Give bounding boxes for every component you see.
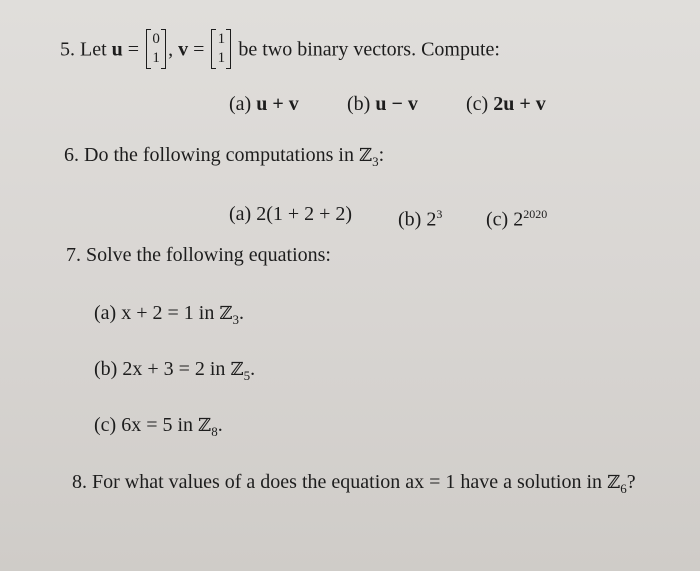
question-8 <box>72 470 636 501</box>
q8-ring-sub: 6 <box>620 481 627 496</box>
q5-comma: , <box>168 38 174 61</box>
question-5 <box>60 31 500 71</box>
q7-part-c-text: (c) 6x = 5 in <box>94 414 194 436</box>
q6-part-a: (a) 2(1 + 2 + 2) <box>229 203 353 225</box>
q5-part-b-label: (b) <box>347 93 371 115</box>
q6-colon: : <box>378 144 385 166</box>
q5-text: be two binary vectors. Compute: <box>238 38 500 61</box>
q5-v-name: v <box>178 38 189 61</box>
q5-equals-2: = <box>193 38 205 61</box>
v-vector-top: 1 <box>217 31 226 47</box>
q6-title: 6. Do the following computations in <box>64 144 354 166</box>
q7-part-b-end: . <box>250 358 256 380</box>
q5-u-name: u <box>111 38 123 61</box>
q7-part-b <box>94 357 255 388</box>
q6-ring-sub: 3 <box>372 154 379 169</box>
q6-part-c <box>486 202 547 232</box>
q5-let: Let <box>80 38 107 61</box>
q5-part-a <box>229 92 299 116</box>
q7-part-b-ring: ℤ <box>230 359 244 380</box>
q6-part-b-exp: 3 <box>436 207 443 221</box>
q5-part-c <box>466 92 546 116</box>
q5-part-a-label: (a) <box>229 93 252 115</box>
q7-part-a <box>94 301 244 332</box>
q5-equals-1: = <box>127 38 140 61</box>
q7-part-a-text: (a) x + 2 = 1 in <box>94 302 215 324</box>
q5-part-b <box>347 92 418 116</box>
q7-part-c-end: . <box>217 414 223 436</box>
u-vector-matrix <box>148 29 164 69</box>
q7-part-a-end: . <box>238 302 244 324</box>
q6-part-b-label: (b) 2 <box>398 208 437 231</box>
v-vector-matrix <box>213 29 229 69</box>
q8-text: 8. For what values of a does the equation ax = 1 have a solution in <box>72 471 603 493</box>
q5-part-a-expr: u + v <box>256 93 299 115</box>
q8-ring: ℤ <box>607 472 621 493</box>
q5-part-c-expr: 2u + v <box>493 93 546 115</box>
u-vector-top: 0 <box>152 31 160 47</box>
q7-part-a-ring: ℤ <box>219 303 233 324</box>
q7-part-b-sub: 5 <box>243 368 251 383</box>
q7-part-c-ring: ℤ <box>198 415 212 436</box>
q7-part-c <box>94 413 223 444</box>
q5-number: 5. <box>60 38 75 61</box>
q5-part-b-expr: u − v <box>375 93 418 115</box>
question-7: 7. Solve the following equations: <box>66 244 331 266</box>
q8-end: ? <box>626 471 636 493</box>
v-vector-bottom: 1 <box>217 50 226 66</box>
q5-part-c-label: (c) <box>466 93 489 115</box>
q6-part-c-label: (c) 2 <box>486 208 524 231</box>
q6-part-b <box>398 202 442 232</box>
q7-part-b-text: (b) 2x + 3 = 2 in <box>94 358 226 380</box>
q6-ring: ℤ <box>358 145 373 166</box>
q7-part-a-sub: 3 <box>232 312 239 327</box>
q7-part-c-sub: 8 <box>211 424 218 439</box>
q6-part-c-exp: 2020 <box>523 207 548 221</box>
u-vector-bottom: 1 <box>152 50 160 66</box>
question-6 <box>64 143 384 174</box>
